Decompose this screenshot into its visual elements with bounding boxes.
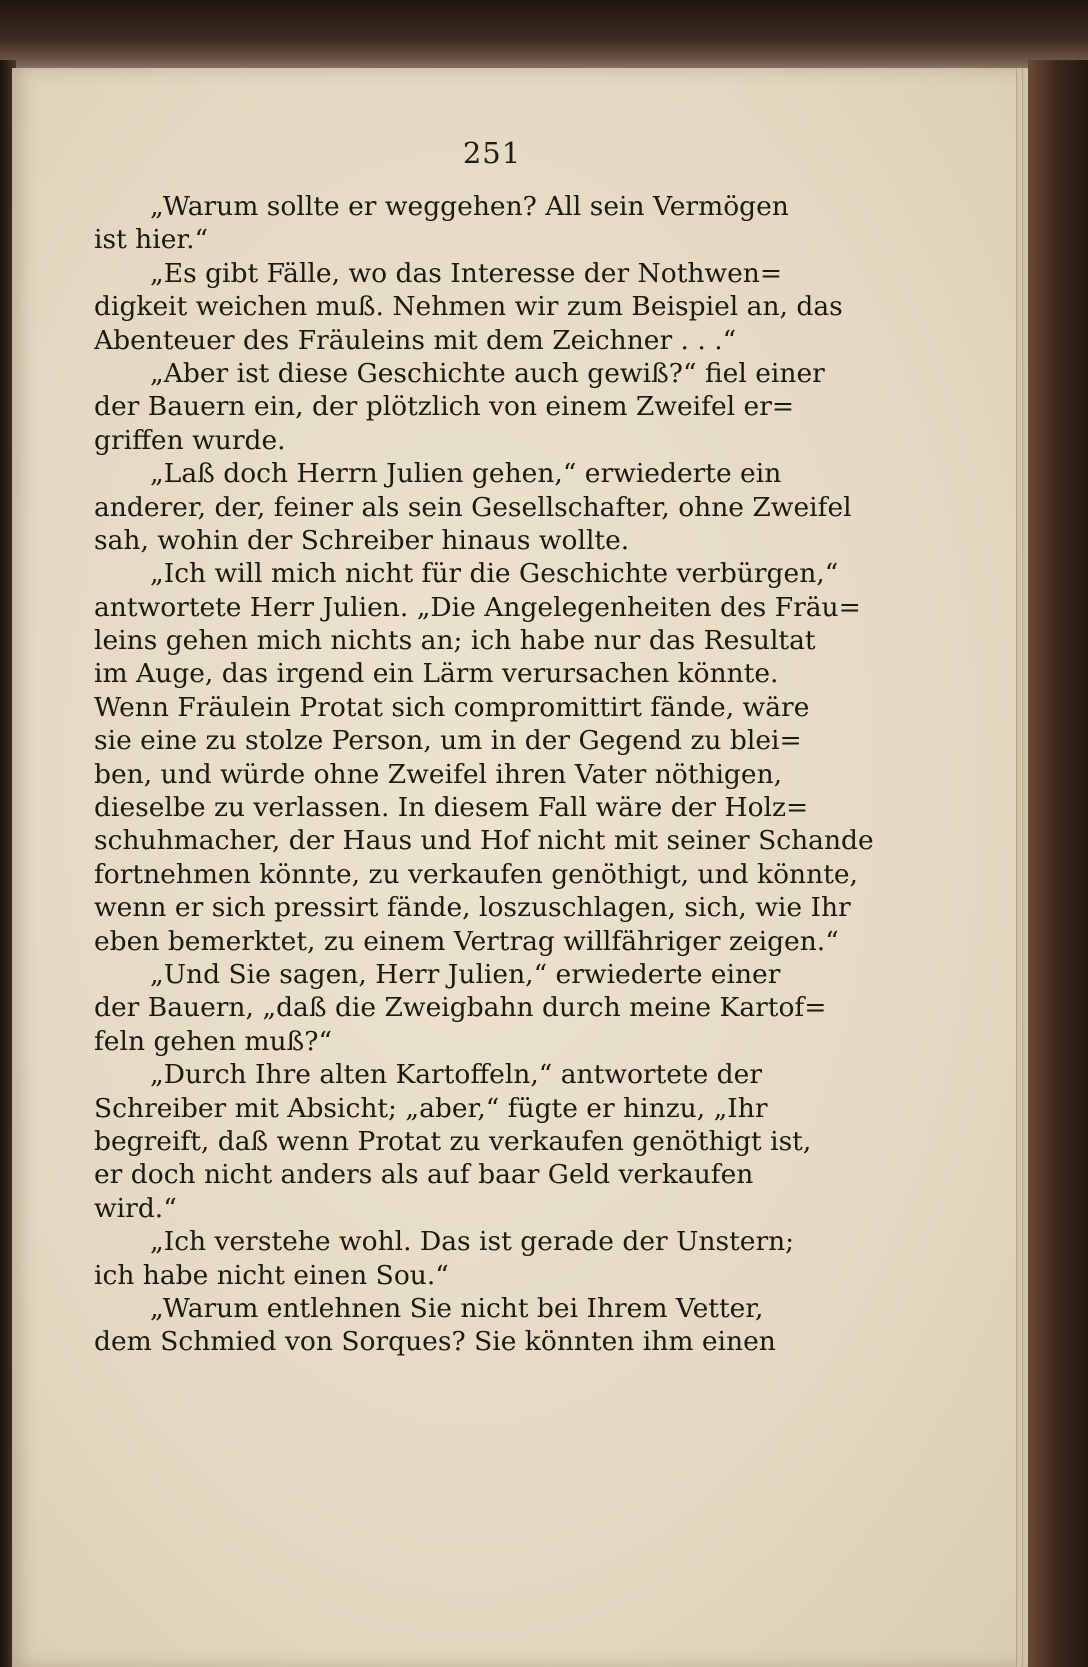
body-text [94,190,902,1359]
text-line: „Durch Ihre alten Kartoffeln,“ antwortete der [150,1059,762,1091]
text-line: „Laß doch Herrn Julien gehen,“ erwiederte ein [150,458,782,490]
text-line: „Warum entlehnen Sie nicht bei Ihrem Vetter, [150,1292,764,1324]
text-line: wenn er sich pressirt fände, loszuschlagen, sich, wie Ihr [94,892,851,924]
text-line: „Ich will mich nicht für die Geschichte verbürgen,“ [150,558,839,590]
text-line: „Warum sollte er weggehen? All sein Vermögen [150,191,789,222]
text-line: fortnehmen könnte, zu verkaufen genöthigt, und könnte, [94,858,858,890]
text-line: dem Schmied von Sorques? Sie könnten ihm einen [94,1326,776,1358]
text-line: Wenn Fräulein Protat sich compromittirt fände, wäre [94,691,810,723]
text-line: feln gehen muß?“ [94,1025,332,1057]
text-line: „Und Sie sagen, Herr Julien,“ erwiederte einer [150,958,781,990]
text-line: ich habe nicht einen Sou.“ [94,1259,449,1291]
text-line: Abenteuer des Fräuleins mit dem Zeichner . . .“ [94,324,737,356]
text-line: „Es gibt Fälle, wo das Interesse der Nothwen= [150,257,783,289]
text-line: eben bemerktet, zu einem Vertrag willfähriger zeigen.“ [94,925,839,957]
text-line: leins gehen mich nichts an; ich habe nur das Resultat [94,625,816,657]
text-line: ist hier.“ [94,224,209,256]
text-line: antwortete Herr Julien. „Die Angelegenheiten des Fräu= [94,591,861,623]
text-line: „Ich verstehe wohl. Das ist gerade der Unstern; [150,1226,795,1258]
text-line: „Aber ist diese Geschichte auch gewiß?“ fiel einer [150,357,825,389]
text-line: Schreiber mit Absicht; „aber,“ fügte er hinzu, „Ihr [94,1092,768,1124]
book-cover-top [0,0,1088,70]
book-cover-right [1028,60,1088,1667]
text-line: schuhmacher, der Haus und Hof nicht mit seiner Schande [94,825,874,857]
page-edge-stack [1022,68,1027,1667]
text-line: er doch nicht anders als auf baar Geld verkaufen [94,1159,754,1191]
page-number: 251 [462,136,522,170]
text-line: digkeit weichen muß. Nehmen wir zum Beispiel an, das [94,291,843,323]
text-line: sie eine zu stolze Person, um in der Gegend zu blei= [94,725,802,757]
text-line: sah, wohin der Schreiber hinaus wollte. [94,524,630,556]
text-line: griffen wurde. [94,424,286,456]
text-line: anderer, der, feiner als sein Gesellschafter, ohne Zweifel [94,491,852,523]
text-line: ben, und würde ohne Zweifel ihren Vater nöthigen, [94,758,783,790]
text-line: im Auge, das irgend ein Lärm verursachen könnte. [94,658,779,690]
page-edge-stack [1016,68,1021,1667]
text-line: begreift, daß wenn Protat zu verkaufen genöthigt ist, [94,1125,812,1157]
text-line: wird.“ [94,1192,177,1224]
text-line: dieselbe zu verlassen. In diesem Fall wäre der Holz= [94,792,809,824]
text-line: der Bauern, „daß die Zweigbahn durch meine Kartof= [94,992,827,1024]
text-line: der Bauern ein, der plötzlich von einem Zweifel er= [94,391,795,423]
